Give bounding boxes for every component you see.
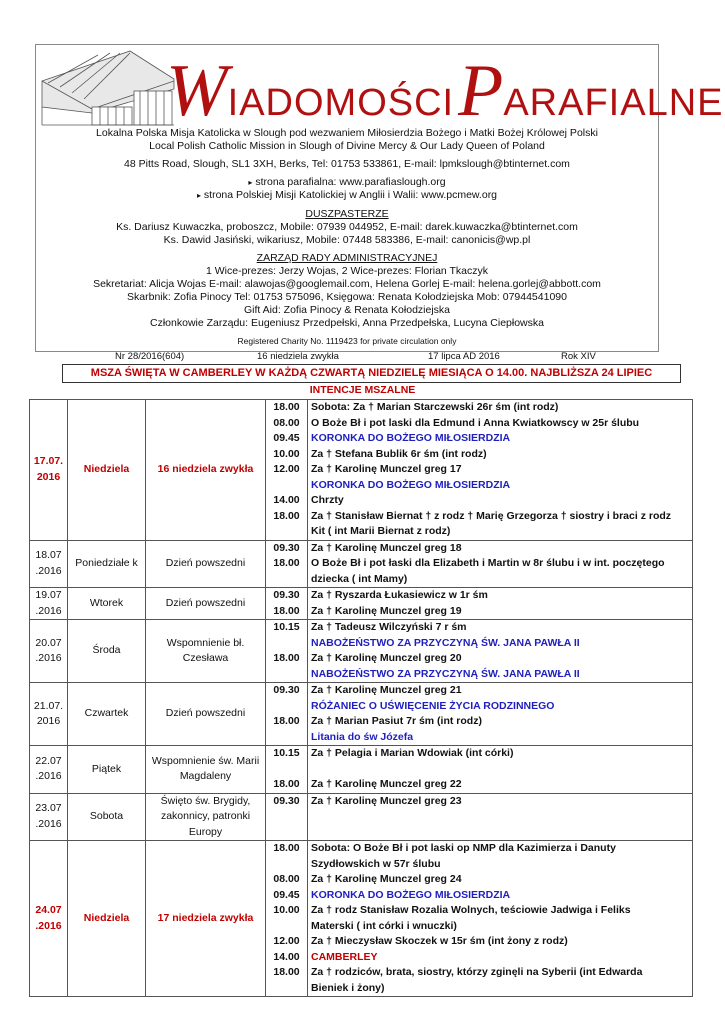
- schedule-row: [30, 746, 693, 794]
- row-intentions: [308, 588, 693, 620]
- row-times: [266, 620, 308, 683]
- mass-time: [269, 636, 304, 652]
- mass-time: 09.30: [273, 684, 300, 696]
- row-times: [266, 540, 308, 588]
- mass-intention: Za † Karolinę Munczel greg 24: [311, 873, 462, 885]
- website-parish-text: strona parafialna: www.parafiaslough.org: [255, 176, 446, 188]
- row-day: Niedziela: [68, 400, 146, 541]
- website-parish[interactable]: [36, 176, 658, 189]
- mission-name-en: Local Polish Catholic Mission in Slough of Divine Mercy & Our Lady Queen of Poland: [149, 140, 545, 152]
- mass-intention: [311, 809, 689, 825]
- mass-time: [269, 825, 304, 841]
- mass-time: [269, 478, 304, 494]
- mass-time: 09.30: [273, 794, 300, 807]
- row-times: [266, 841, 308, 997]
- schedule-row: [30, 841, 693, 997]
- mass-intention: [311, 762, 689, 778]
- mass-time: 12.00: [273, 463, 300, 475]
- row-day: Sobota: [68, 793, 146, 841]
- mass-time: 14.00: [273, 950, 300, 963]
- mass-intentions-table: [29, 399, 693, 997]
- mass-intention: O Boże Bł i pot laski dla Edmund i Anna Kwiatkowscy w 25r ślubu: [311, 416, 640, 429]
- schedule-row: [30, 793, 693, 841]
- mass-time: 10.00: [273, 904, 300, 916]
- mass-intention: Za † Stanisław Biernat † z rodz † Marię Grzegorza † siostry i braci z rodz: [311, 509, 672, 522]
- row-date: 23.07 .2016: [30, 793, 68, 841]
- row-intentions: [308, 540, 693, 588]
- row-date: 18.07 .2016: [30, 540, 68, 588]
- board-members: Członkowie Zarządu: Eugeniusz Przedpełski, Anna Przedpełska, Lucyna Ciepłowska: [150, 317, 544, 329]
- triangle-bullet-icon: ▸: [248, 178, 253, 187]
- mass-time: [269, 857, 304, 873]
- mass-time: 09.30: [273, 541, 300, 554]
- clergy-vicar: Ks. Dawid Jasiński, wikariusz, Mobile: 07448 583386, E-mail: canonicis@wp.pl: [163, 234, 531, 246]
- row-intentions: [308, 620, 693, 683]
- mass-time: [269, 524, 304, 540]
- row-day: Wtorek: [68, 588, 146, 620]
- issue-info-row: [115, 351, 675, 363]
- mass-time: [269, 572, 304, 588]
- mass-time: 18.00: [273, 778, 300, 790]
- schedule-row: [30, 620, 693, 683]
- mass-intention: Za † Tadeusz Wilczyński 7 r śm: [311, 621, 467, 633]
- row-feast: 16 niedziela zwykła: [146, 400, 266, 541]
- issue-number: Nr 28/2016(604): [115, 351, 185, 362]
- mass-time: 18.00: [273, 652, 300, 664]
- mass-intention: Za † Pelagia i Marian Wdowiak (int córki): [311, 747, 514, 759]
- mass-time: 10.00: [273, 447, 300, 460]
- row-date: 22.07 .2016: [30, 746, 68, 794]
- title-initial-w: W: [166, 50, 228, 132]
- row-times: [266, 588, 308, 620]
- row-feast: Dzień powszedni: [146, 540, 266, 588]
- address-line: 48 Pitts Road, Slough, SL1 3XH, Berks, Tel: 01753 533861, E-mail: lpmkslough@btinternet.com: [124, 158, 570, 170]
- title-word-1: IADOMOŚCI: [227, 82, 455, 124]
- mass-intention: Chrzty: [311, 494, 344, 506]
- mass-time: 08.00: [273, 873, 300, 885]
- schedule-row: [30, 683, 693, 746]
- row-date: 17.07. 2016: [30, 400, 68, 541]
- mass-time: [269, 919, 304, 935]
- mass-intention: RÓŻANIEC O UŚWIĘCENIE ŻYCIA RODZINNEGO: [311, 699, 555, 712]
- mass-intention: Sobota: O Boże Bł i pot laski op NMP dla Kazimierza i Danuty: [311, 842, 616, 854]
- row-day: Piątek: [68, 746, 146, 794]
- row-date: 24.07 .2016: [30, 841, 68, 997]
- row-times: [266, 746, 308, 794]
- mass-intention: Za † Karolinę Munczel greg 18: [311, 541, 462, 554]
- board-vice-presidents: 1 Wice-prezes: Jerzy Wojas, 2 Wice-prezes: Florian Tkaczyk: [205, 265, 489, 277]
- issue-sunday: 16 niedziela zwykła: [257, 351, 339, 362]
- row-feast: Dzień powszedni: [146, 683, 266, 746]
- mass-intention: KORONKA DO BOŻEGO MIŁOSIERDZIA: [311, 888, 511, 901]
- mass-intention: Za † Karolinę Munczel greg 22: [311, 778, 462, 790]
- mass-time: 09.45: [273, 888, 300, 901]
- mass-intention: Sobota: Za † Marian Starczewski 26r śm (int rodz): [311, 401, 559, 413]
- mass-intention: Za † Marian Pasiut 7r śm (int rodz): [311, 715, 482, 727]
- mass-intention: Za † Karolinę Munczel greg 19: [311, 604, 462, 617]
- mass-time: 10.15: [273, 747, 300, 759]
- mass-time: [269, 667, 304, 683]
- clergy-heading: DUSZPASTERZE: [305, 208, 389, 220]
- mass-intention: dziecka ( int Mamy): [311, 572, 408, 585]
- mass-time: 18.00: [273, 557, 300, 569]
- mass-time: [269, 762, 304, 778]
- row-feast: 17 niedziela zwykła: [146, 841, 266, 997]
- mass-intention: Za † Karolinę Munczel greg 17: [311, 463, 462, 475]
- row-times: [266, 793, 308, 841]
- mass-intention: Za † Karolinę Munczel greg 20: [311, 652, 462, 664]
- header-box: [35, 44, 724, 352]
- mass-time: 10.15: [273, 621, 300, 633]
- mass-intention: KORONKA DO BOŻEGO MIŁOSIERDZIA: [311, 478, 511, 491]
- board-gift-aid: Gift Aid: Zofia Pinocy & Renata Kołodziejska: [243, 304, 451, 316]
- website-pcmew[interactable]: [36, 189, 658, 202]
- row-day: Środa: [68, 620, 146, 683]
- mass-time: 18.00: [273, 966, 300, 978]
- mass-intention: Za † Stefana Bublik 6r śm (int rodz): [311, 447, 487, 460]
- website-pcmew-text: strona Polskiej Misji Katolickiej w Anglii i Walii: www.pcmew.org: [203, 189, 498, 201]
- schedule-row: [30, 588, 693, 620]
- row-date: 19.07 .2016: [30, 588, 68, 620]
- mass-intention: CAMBERLEY: [311, 950, 378, 963]
- row-date: 21.07. 2016: [30, 683, 68, 746]
- row-date: 20.07 .2016: [30, 620, 68, 683]
- mass-time: 18.00: [273, 842, 300, 854]
- mass-time: 14.00: [273, 494, 300, 506]
- mass-time: [269, 981, 304, 997]
- row-intentions: [308, 746, 693, 794]
- charity-line: Registered Charity No. 1119423 for private circulation only: [237, 336, 457, 346]
- mass-intention: Za † Mieczysław Skoczek w 15r śm (int żony z rodz): [311, 935, 568, 947]
- row-times: [266, 400, 308, 541]
- schedule-row: [30, 540, 693, 588]
- row-day: Czwartek: [68, 683, 146, 746]
- mass-intention: KORONKA DO BOŻEGO MIŁOSIERDZIA: [311, 432, 511, 444]
- board-secretariat: Sekretariat: Alicja Wojas E-mail: alawojas@googlemail.com, Helena Gorlej E-mail: helena.gorlej@abbott.com: [93, 278, 601, 290]
- mass-time: [269, 809, 304, 825]
- mass-intention: Za † Ryszarda Łukasiewicz w 1r śm: [311, 589, 488, 601]
- intencje-heading: INTENCJE MSZALNE: [309, 384, 416, 396]
- mass-time: 09.45: [273, 432, 300, 444]
- mass-time: 12.00: [273, 935, 300, 947]
- mission-name-pl: Lokalna Polska Misja Katolicka w Slough pod wezwaniem Miłosierdzia Bożego i Matki Bożej Królowej Polski: [96, 127, 598, 139]
- row-feast: Dzień powszedni: [146, 588, 266, 620]
- issue-year: Rok XIV: [561, 351, 596, 362]
- camberley-banner: MSZA ŚWIĘTA W CAMBERLEY W KAŻDĄ CZWARTĄ NIEDZIELĘ MIESIĄCA O 14.00. NAJBLIŻSZA 24 LIPIEC: [62, 364, 681, 383]
- row-day: Poniedziałe k: [68, 540, 146, 588]
- clergy-pastor: Ks. Dariusz Kuwaczka, proboszcz, Mobile: 07939 044952, E-mail: darek.kuwaczka@btinternet.com: [116, 221, 578, 233]
- title-word-2: ARAFIALNE: [503, 82, 724, 124]
- schedule-row: [30, 400, 693, 541]
- row-intentions: [308, 793, 693, 841]
- mass-time: 18.00: [273, 715, 300, 727]
- mass-time: [269, 699, 304, 715]
- mass-time: 08.00: [273, 416, 300, 429]
- board-treasurer: Skarbnik: Zofia Pinocy Tel: 01753 575096, Księgowa: Renata Kołodziejska Mob: 07944541090: [127, 291, 567, 303]
- mass-intention: [311, 825, 689, 841]
- mass-intention: NABOŻEŃSTWO ZA PRZYCZYNĄ ŚW. JANA PAWŁA II: [311, 636, 580, 649]
- mass-intention: Za † Karolinę Munczel greg 21: [311, 684, 462, 696]
- triangle-bullet-icon: ▸: [196, 191, 201, 200]
- mass-intention: Litania do św Józefa: [311, 730, 414, 743]
- mass-time: [269, 730, 304, 746]
- title-initial-p: P: [458, 50, 504, 132]
- mass-time: 18.00: [273, 604, 300, 617]
- mass-time: 09.30: [273, 589, 300, 601]
- row-feast: Święto św. Brygidy, zakonnicy, patronki Europy: [146, 793, 266, 841]
- mass-intention: O Boże Bł i pot łaski dla Elizabeth i Martin w 8r ślubu i w int. poczętego: [311, 557, 665, 569]
- mass-time: 18.00: [273, 509, 300, 522]
- row-feast: Wspomnienie św. Marii Magdaleny: [146, 746, 266, 794]
- row-times: [266, 683, 308, 746]
- row-intentions: [308, 400, 693, 541]
- mass-intention: Bieniek i żony): [311, 981, 385, 994]
- mass-intention: Za † rodz Stanisław Rozalia Wolnych, teściowie Jadwiga i Feliks: [311, 904, 631, 916]
- mass-time: 18.00: [273, 401, 300, 413]
- row-intentions: [308, 683, 693, 746]
- issue-date: 17 lipca AD 2016: [428, 351, 500, 362]
- mass-intention: Kit ( int Marii Biernat z rodz): [311, 525, 451, 537]
- row-day: Niedziela: [68, 841, 146, 997]
- mass-intention: Za † rodziców, brata, siostry, którzy zginęli na Syberii (int Edwarda: [311, 966, 643, 978]
- church-illustration: [40, 47, 175, 129]
- mass-intention: Szydłowskich w 57r ślubu: [311, 857, 441, 870]
- row-intentions: [308, 841, 693, 997]
- mass-intention: Materski ( int córki i wnuczki): [311, 919, 457, 932]
- mass-intention: Za † Karolinę Munczel greg 23: [311, 794, 462, 807]
- masthead-title: [166, 50, 724, 132]
- mass-intention: NABOŻEŃSTWO ZA PRZYCZYNĄ ŚW. JANA PAWŁA II: [311, 667, 580, 680]
- mass-intentions-body: [30, 400, 693, 997]
- board-heading: ZARZĄD RADY ADMINISTRACYJNEJ: [256, 252, 438, 264]
- row-feast: Wspomnienie bł. Czesława: [146, 620, 266, 683]
